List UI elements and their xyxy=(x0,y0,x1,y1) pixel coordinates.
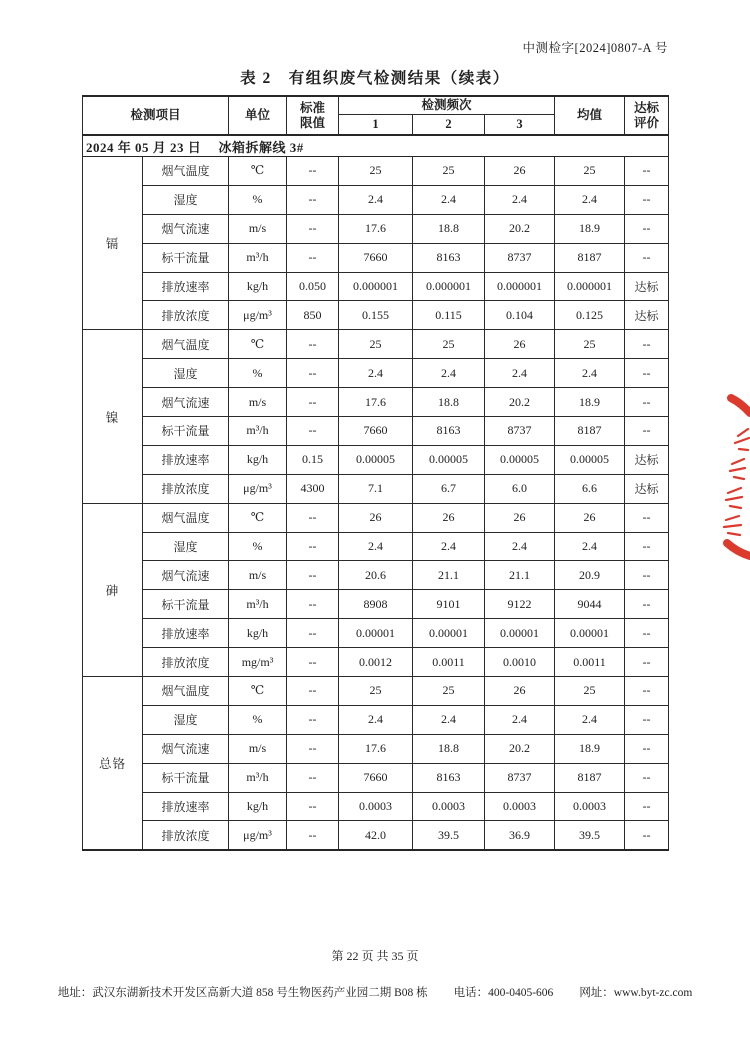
freq2-cell: 8163 xyxy=(413,763,485,792)
freq2-cell: 25 xyxy=(413,677,485,706)
unit-cell: ℃ xyxy=(229,677,287,706)
col-header-limit xyxy=(287,96,339,135)
table-row xyxy=(83,561,669,590)
freq1-cell: 25 xyxy=(339,330,413,359)
limit-cell: -- xyxy=(287,734,339,763)
unit-cell: kg/h xyxy=(229,792,287,821)
freq1-cell: 26 xyxy=(339,503,413,532)
limit-cell: -- xyxy=(287,532,339,561)
mean-cell: 0.00005 xyxy=(555,445,625,474)
parameter-label: 排放浓度 xyxy=(143,474,229,503)
eval-cell: -- xyxy=(625,503,669,532)
limit-cell: -- xyxy=(287,705,339,734)
col-header-limit-line2: 限值 xyxy=(300,115,326,130)
limit-cell: -- xyxy=(287,792,339,821)
table-row xyxy=(83,388,669,417)
freq2-cell: 2.4 xyxy=(413,359,485,388)
mean-cell: 2.4 xyxy=(555,185,625,214)
table-row xyxy=(83,532,669,561)
freq2-cell: 2.4 xyxy=(413,705,485,734)
eval-cell: -- xyxy=(625,359,669,388)
eval-cell: -- xyxy=(625,243,669,272)
mean-cell: 26 xyxy=(555,503,625,532)
freq1-cell: 17.6 xyxy=(339,734,413,763)
freq2-cell: 25 xyxy=(413,157,485,186)
table-row xyxy=(83,157,669,186)
freq3-cell: 26 xyxy=(485,330,555,359)
unit-cell: m³/h xyxy=(229,590,287,619)
parameter-label: 烟气流速 xyxy=(143,561,229,590)
table-header xyxy=(83,96,669,135)
table-row xyxy=(83,792,669,821)
parameter-label: 烟气流速 xyxy=(143,734,229,763)
pollutant-group-label: 镍 xyxy=(83,330,143,503)
parameter-label: 标干流量 xyxy=(143,763,229,792)
parameter-label: 排放速率 xyxy=(143,619,229,648)
freq1-cell: 0.0012 xyxy=(339,648,413,677)
limit-cell: -- xyxy=(287,388,339,417)
eval-cell: -- xyxy=(625,763,669,792)
freq1-cell: 8908 xyxy=(339,590,413,619)
freq1-cell: 7660 xyxy=(339,243,413,272)
freq3-cell: 0.00001 xyxy=(485,619,555,648)
freq2-cell: 26 xyxy=(413,503,485,532)
limit-cell: -- xyxy=(287,243,339,272)
col-header-eval-line1: 达标 xyxy=(634,101,660,116)
table-row xyxy=(83,590,669,619)
mean-cell: 2.4 xyxy=(555,359,625,388)
eval-cell: -- xyxy=(625,677,669,706)
unit-cell: μg/m³ xyxy=(229,474,287,503)
unit-cell: m³/h xyxy=(229,243,287,272)
parameter-label: 烟气温度 xyxy=(143,157,229,186)
parameter-label: 烟气温度 xyxy=(143,677,229,706)
footer-address: 地址：武汉东湖新技术开发区高新大道 858 号生物医药产业园二期 B08 栋 xyxy=(57,987,428,999)
table-row xyxy=(83,445,669,474)
table-row xyxy=(83,705,669,734)
freq1-cell: 7.1 xyxy=(339,474,413,503)
unit-cell: m/s xyxy=(229,214,287,243)
table-body xyxy=(83,157,669,851)
freq3-cell: 26 xyxy=(485,157,555,186)
freq3-cell: 2.4 xyxy=(485,185,555,214)
freq1-cell: 2.4 xyxy=(339,185,413,214)
freq2-cell: 2.4 xyxy=(413,185,485,214)
eval-cell: -- xyxy=(625,705,669,734)
mean-cell: 25 xyxy=(555,677,625,706)
freq3-cell: 2.4 xyxy=(485,359,555,388)
limit-cell: 850 xyxy=(287,301,339,330)
parameter-label: 排放浓度 xyxy=(143,821,229,850)
freq1-cell: 7660 xyxy=(339,763,413,792)
footer xyxy=(0,984,750,1000)
parameter-label: 烟气温度 xyxy=(143,330,229,359)
table-row xyxy=(83,272,669,301)
unit-cell: % xyxy=(229,359,287,388)
unit-cell: m/s xyxy=(229,561,287,590)
limit-cell: -- xyxy=(287,185,339,214)
parameter-label: 烟气温度 xyxy=(143,503,229,532)
freq2-cell: 8163 xyxy=(413,417,485,446)
freq3-cell: 6.0 xyxy=(485,474,555,503)
mean-cell: 2.4 xyxy=(555,705,625,734)
footer-phone: 电话：400-0405-606 xyxy=(453,987,554,999)
limit-cell: -- xyxy=(287,677,339,706)
freq2-cell: 0.0003 xyxy=(413,792,485,821)
mean-cell: 8187 xyxy=(555,417,625,446)
limit-cell: -- xyxy=(287,359,339,388)
results-table xyxy=(82,95,669,851)
freq2-cell: 9101 xyxy=(413,590,485,619)
freq2-cell: 0.000001 xyxy=(413,272,485,301)
limit-cell: -- xyxy=(287,417,339,446)
col-header-freq-3: 3 xyxy=(485,115,555,136)
page-title: 表 2 有组织废气检测结果（续表） xyxy=(240,70,510,87)
col-header-frequency: 检测频次 xyxy=(339,96,555,115)
unit-cell: μg/m³ xyxy=(229,821,287,850)
unit-cell: ℃ xyxy=(229,503,287,532)
mean-cell: 0.000001 xyxy=(555,272,625,301)
unit-cell: % xyxy=(229,532,287,561)
parameter-label: 湿度 xyxy=(143,359,229,388)
mean-cell: 8187 xyxy=(555,243,625,272)
parameter-label: 湿度 xyxy=(143,705,229,734)
limit-cell: 0.050 xyxy=(287,272,339,301)
mean-cell: 18.9 xyxy=(555,734,625,763)
document-reference-number: 中测检字[2024]0807-A 号 xyxy=(522,41,668,55)
unit-cell: kg/h xyxy=(229,445,287,474)
freq1-cell: 17.6 xyxy=(339,388,413,417)
col-header-eval xyxy=(625,96,669,135)
limit-cell: -- xyxy=(287,763,339,792)
parameter-label: 标干流量 xyxy=(143,417,229,446)
freq1-cell: 0.155 xyxy=(339,301,413,330)
freq2-cell: 18.8 xyxy=(413,388,485,417)
col-header-limit-line1: 标准 xyxy=(300,101,326,116)
mean-cell: 0.0011 xyxy=(555,648,625,677)
freq1-cell: 0.00001 xyxy=(339,619,413,648)
table-row xyxy=(83,648,669,677)
mean-cell: 0.00001 xyxy=(555,619,625,648)
eval-cell: 达标 xyxy=(625,272,669,301)
freq3-cell: 20.2 xyxy=(485,214,555,243)
unit-cell: ℃ xyxy=(229,157,287,186)
freq2-cell: 0.0011 xyxy=(413,648,485,677)
unit-cell: m³/h xyxy=(229,417,287,446)
mean-cell: 6.6 xyxy=(555,474,625,503)
col-header-freq-2: 2 xyxy=(413,115,485,136)
red-seal-fragment xyxy=(708,392,750,560)
eval-cell: -- xyxy=(625,821,669,850)
pollutant-group-label: 砷 xyxy=(83,503,143,676)
unit-cell: % xyxy=(229,185,287,214)
mean-cell: 0.0003 xyxy=(555,792,625,821)
limit-cell: -- xyxy=(287,619,339,648)
eval-cell: -- xyxy=(625,648,669,677)
eval-cell: -- xyxy=(625,532,669,561)
mean-cell: 18.9 xyxy=(555,214,625,243)
freq1-cell: 2.4 xyxy=(339,359,413,388)
mean-cell: 0.125 xyxy=(555,301,625,330)
eval-cell: -- xyxy=(625,214,669,243)
mean-cell: 39.5 xyxy=(555,821,625,850)
freq3-cell: 2.4 xyxy=(485,532,555,561)
eval-cell: -- xyxy=(625,792,669,821)
unit-cell: m³/h xyxy=(229,763,287,792)
table-row xyxy=(83,359,669,388)
unit-cell: m/s xyxy=(229,734,287,763)
footer-website: 网址：www.byt-zc.com xyxy=(579,987,693,999)
unit-cell: kg/h xyxy=(229,619,287,648)
freq1-cell: 0.00005 xyxy=(339,445,413,474)
unit-cell: m/s xyxy=(229,388,287,417)
unit-cell: mg/m³ xyxy=(229,648,287,677)
freq3-cell: 26 xyxy=(485,677,555,706)
col-header-item: 检测项目 xyxy=(83,96,229,135)
unit-cell: μg/m³ xyxy=(229,301,287,330)
eval-cell: -- xyxy=(625,157,669,186)
freq3-cell: 0.0003 xyxy=(485,792,555,821)
table-row xyxy=(83,214,669,243)
col-header-unit: 单位 xyxy=(229,96,287,135)
eval-cell: 达标 xyxy=(625,445,669,474)
limit-cell: 0.15 xyxy=(287,445,339,474)
freq3-cell: 2.4 xyxy=(485,705,555,734)
freq3-cell: 21.1 xyxy=(485,561,555,590)
parameter-label: 标干流量 xyxy=(143,243,229,272)
unit-cell: ℃ xyxy=(229,330,287,359)
session-row xyxy=(83,135,669,157)
parameter-label: 烟气流速 xyxy=(143,214,229,243)
mean-cell: 9044 xyxy=(555,590,625,619)
freq1-cell: 7660 xyxy=(339,417,413,446)
freq1-cell: 17.6 xyxy=(339,214,413,243)
table-row xyxy=(83,734,669,763)
mean-cell: 25 xyxy=(555,330,625,359)
eval-cell: -- xyxy=(625,590,669,619)
table-row xyxy=(83,677,669,706)
page-number: 第 22 页 共 35 页 xyxy=(331,949,419,963)
eval-cell: -- xyxy=(625,734,669,763)
mean-cell: 25 xyxy=(555,157,625,186)
freq2-cell: 6.7 xyxy=(413,474,485,503)
freq2-cell: 0.00001 xyxy=(413,619,485,648)
limit-cell: -- xyxy=(287,157,339,186)
freq1-cell: 25 xyxy=(339,157,413,186)
eval-cell: -- xyxy=(625,561,669,590)
parameter-label: 排放浓度 xyxy=(143,301,229,330)
freq3-cell: 0.104 xyxy=(485,301,555,330)
freq2-cell: 18.8 xyxy=(413,214,485,243)
col-header-freq-1: 1 xyxy=(339,115,413,136)
freq2-cell: 2.4 xyxy=(413,532,485,561)
table-row xyxy=(83,474,669,503)
limit-cell: -- xyxy=(287,648,339,677)
freq2-cell: 25 xyxy=(413,330,485,359)
freq3-cell: 8737 xyxy=(485,763,555,792)
session-label: 2024 年 05 月 23 日 冰箱拆解线 3# xyxy=(83,135,669,157)
mean-cell: 8187 xyxy=(555,763,625,792)
table-row xyxy=(83,301,669,330)
freq1-cell: 20.6 xyxy=(339,561,413,590)
limit-cell: -- xyxy=(287,330,339,359)
freq3-cell: 8737 xyxy=(485,243,555,272)
table-row xyxy=(83,503,669,532)
col-header-eval-line2: 评价 xyxy=(634,115,660,130)
limit-cell: 4300 xyxy=(287,474,339,503)
parameter-label: 烟气流速 xyxy=(143,388,229,417)
freq1-cell: 2.4 xyxy=(339,532,413,561)
table-row xyxy=(83,763,669,792)
parameter-label: 排放速率 xyxy=(143,792,229,821)
mean-cell: 18.9 xyxy=(555,388,625,417)
freq3-cell: 8737 xyxy=(485,417,555,446)
freq3-cell: 26 xyxy=(485,503,555,532)
table-row xyxy=(83,330,669,359)
freq1-cell: 25 xyxy=(339,677,413,706)
eval-cell: -- xyxy=(625,185,669,214)
unit-cell: % xyxy=(229,705,287,734)
table-row xyxy=(83,185,669,214)
eval-cell: -- xyxy=(625,417,669,446)
parameter-label: 排放浓度 xyxy=(143,648,229,677)
eval-cell: -- xyxy=(625,619,669,648)
parameter-label: 排放速率 xyxy=(143,272,229,301)
mean-cell: 20.9 xyxy=(555,561,625,590)
eval-cell: 达标 xyxy=(625,474,669,503)
limit-cell: -- xyxy=(287,214,339,243)
freq3-cell: 9122 xyxy=(485,590,555,619)
table-row xyxy=(83,821,669,850)
freq2-cell: 39.5 xyxy=(413,821,485,850)
freq3-cell: 20.2 xyxy=(485,388,555,417)
freq3-cell: 20.2 xyxy=(485,734,555,763)
freq3-cell: 0.000001 xyxy=(485,272,555,301)
freq2-cell: 0.00005 xyxy=(413,445,485,474)
freq2-cell: 21.1 xyxy=(413,561,485,590)
freq3-cell: 0.00005 xyxy=(485,445,555,474)
freq1-cell: 0.000001 xyxy=(339,272,413,301)
col-header-mean: 均值 xyxy=(555,96,625,135)
mean-cell: 2.4 xyxy=(555,532,625,561)
freq2-cell: 8163 xyxy=(413,243,485,272)
eval-cell: -- xyxy=(625,388,669,417)
limit-cell: -- xyxy=(287,590,339,619)
freq3-cell: 36.9 xyxy=(485,821,555,850)
pollutant-group-label: 镉 xyxy=(83,157,143,330)
limit-cell: -- xyxy=(287,561,339,590)
eval-cell: -- xyxy=(625,330,669,359)
parameter-label: 标干流量 xyxy=(143,590,229,619)
freq2-cell: 18.8 xyxy=(413,734,485,763)
parameter-label: 排放速率 xyxy=(143,445,229,474)
table-row xyxy=(83,417,669,446)
unit-cell: kg/h xyxy=(229,272,287,301)
limit-cell: -- xyxy=(287,821,339,850)
eval-cell: 达标 xyxy=(625,301,669,330)
parameter-label: 湿度 xyxy=(143,185,229,214)
freq1-cell: 0.0003 xyxy=(339,792,413,821)
freq3-cell: 0.0010 xyxy=(485,648,555,677)
freq1-cell: 42.0 xyxy=(339,821,413,850)
freq1-cell: 2.4 xyxy=(339,705,413,734)
parameter-label: 湿度 xyxy=(143,532,229,561)
table-row xyxy=(83,619,669,648)
pollutant-group-label: 总铬 xyxy=(83,677,143,851)
limit-cell: -- xyxy=(287,503,339,532)
table-row xyxy=(83,243,669,272)
freq2-cell: 0.115 xyxy=(413,301,485,330)
